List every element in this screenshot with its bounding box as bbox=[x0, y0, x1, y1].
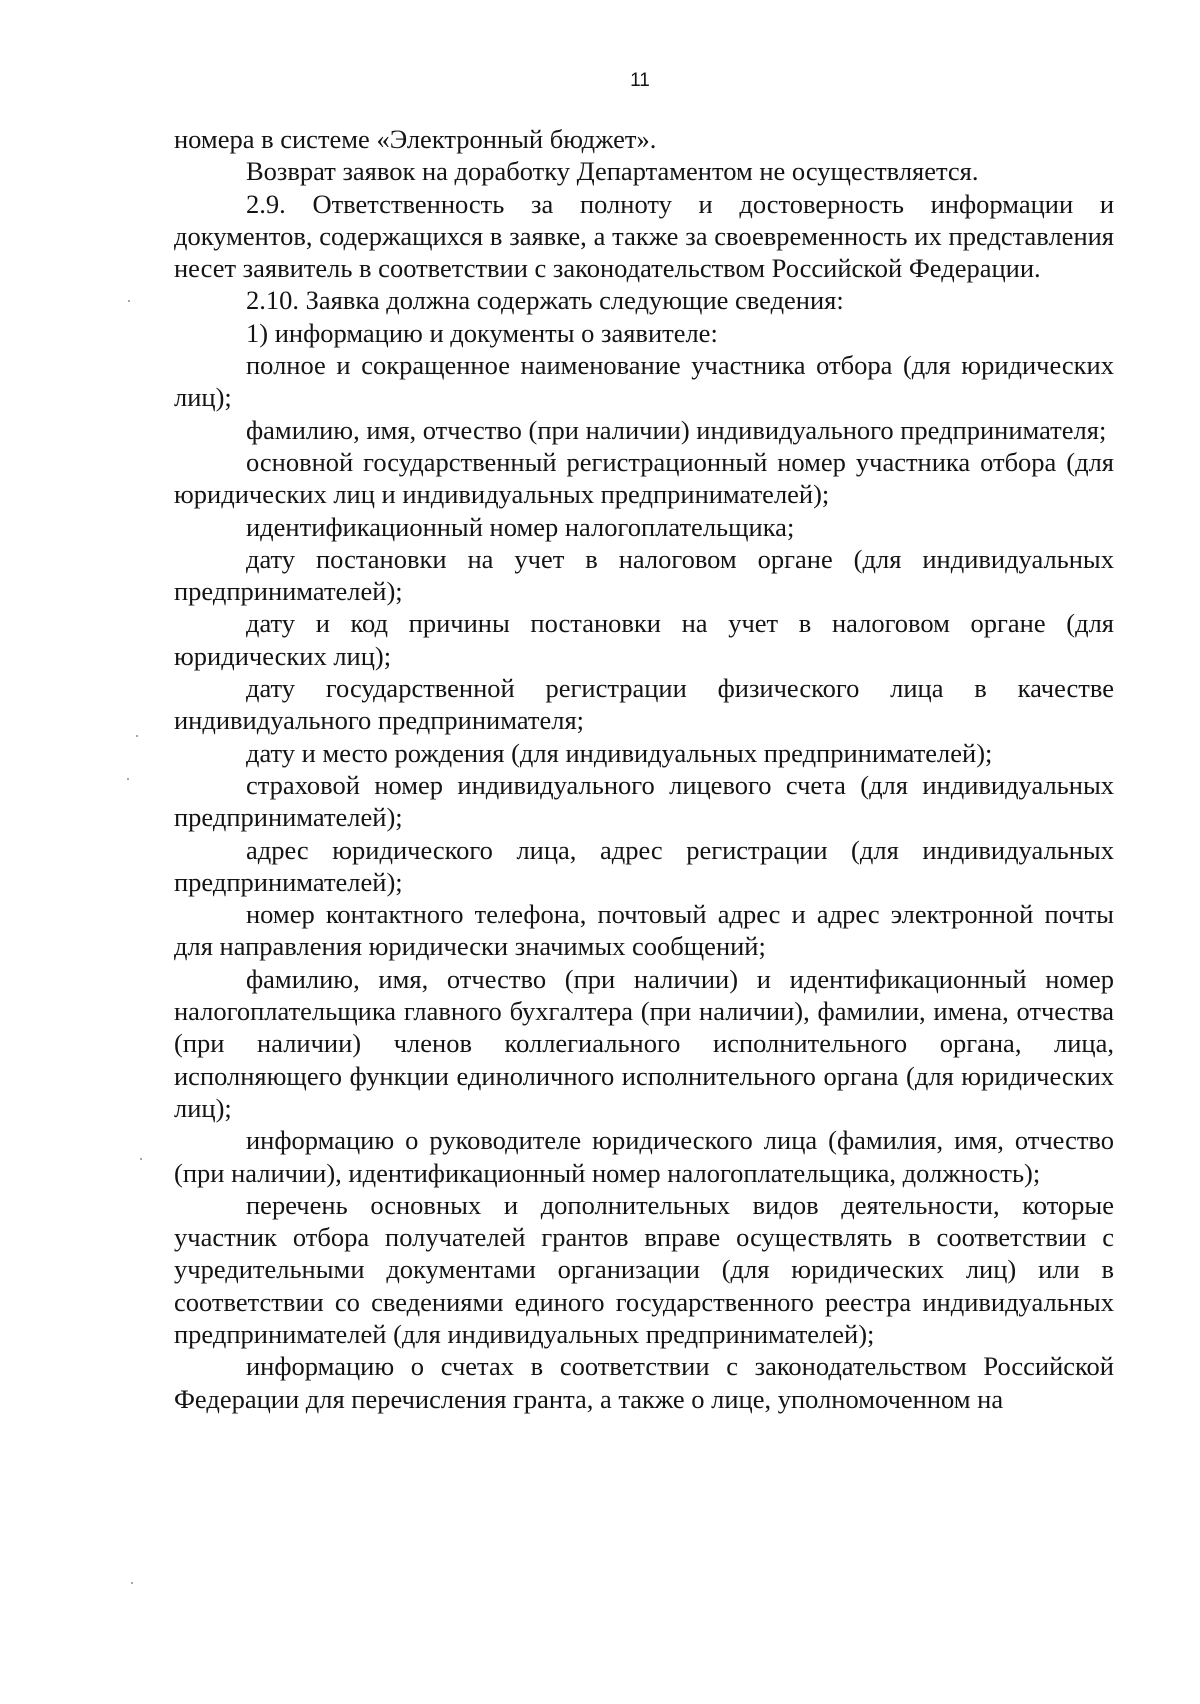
paragraph: страховой номер индивидуального лицевого счета (для индивидуальных предпринимателей); bbox=[174, 769, 1114, 833]
paragraph: номера в системе «Электронный бюджет». bbox=[174, 124, 657, 154]
paragraph: адрес юридического лица, адрес регистрации (для индивидуальных предпринимателей); bbox=[174, 834, 1114, 897]
scan-speck bbox=[128, 300, 130, 302]
paragraph: фамилию, имя, отчество (при наличии) индивидуального предпринимателя; bbox=[246, 414, 1107, 445]
scan-speck bbox=[140, 1158, 142, 1160]
paragraph: идентификационный номер налогоплательщика; bbox=[246, 511, 795, 542]
paragraph: дату и код причины постановки на учет в налоговом органе (для юридических лиц); bbox=[174, 608, 1114, 671]
paragraph: фамилию, имя, отчество (при наличии) и идентификационный номер налогоплательщика главного бухгалтера (при наличии), фамилии, имена, отчества (при наличии) членов коллегиального исполнительного органа, лица, исполняющего функции единоличного исполнительного органа (для юридических лиц); bbox=[174, 963, 1114, 1123]
scan-speck bbox=[127, 778, 129, 780]
paragraph: 1) информацию и документы о заявителе: bbox=[246, 317, 718, 348]
paragraph: номер контактного телефона, почтовый адрес и адрес электронной почты для направления юридически значимых сообщений; bbox=[174, 899, 1114, 962]
paragraph: основной государственный регистрационный номер участника отбора (для юридических лиц и индивидуальных предпринимателей); bbox=[174, 446, 1114, 510]
paragraph: Возврат заявок на доработку Департаментом не осуществляется. bbox=[246, 156, 979, 187]
paragraph: дату государственной регистрации физического лица в качестве индивидуального предпринимателя; bbox=[174, 673, 1114, 736]
scan-speck bbox=[136, 735, 138, 737]
paragraph: перечень основных и дополнительных видов деятельности, которые участник отбора получателей грантов вправе осуществлять в соответствии с учредительными документами организации (для юридических лиц) или в соответствии со сведениями единого государственного реестра индивидуальных предпринимателей (для индивидуальных предпринимателей); bbox=[174, 1189, 1114, 1349]
scan-speck bbox=[131, 1582, 133, 1584]
page-number: 11 bbox=[630, 70, 650, 91]
paragraph: информацию о счетах в соответствии с законодательством Российской Федерации для перечисления гранта, а также о лице, уполномоченном на bbox=[174, 1351, 1114, 1414]
paragraph: 2.9. Ответственность за полноту и достоверность информации и документов, содержащихся в заявке, а также за своевременность их представления несет заявитель в соответствии с законодательством Российской Федерации. bbox=[174, 188, 1114, 284]
paragraph: 2.10. Заявка должна содержать следующие сведения: bbox=[246, 285, 844, 316]
document-body bbox=[174, 123, 1114, 1415]
paragraph: дату и место рождения (для индивидуальных предпринимателей); bbox=[246, 737, 993, 768]
paragraph: информацию о руководителе юридического лица (фамилия, имя, отчество (при наличии), идентификационный номер налогоплательщика, должность); bbox=[174, 1125, 1114, 1188]
paragraph: полное и сокращенное наименование участника отбора (для юридических лиц); bbox=[174, 350, 1114, 413]
paragraph: дату постановки на учет в налоговом органе (для индивидуальных предпринимателей); bbox=[174, 543, 1114, 607]
